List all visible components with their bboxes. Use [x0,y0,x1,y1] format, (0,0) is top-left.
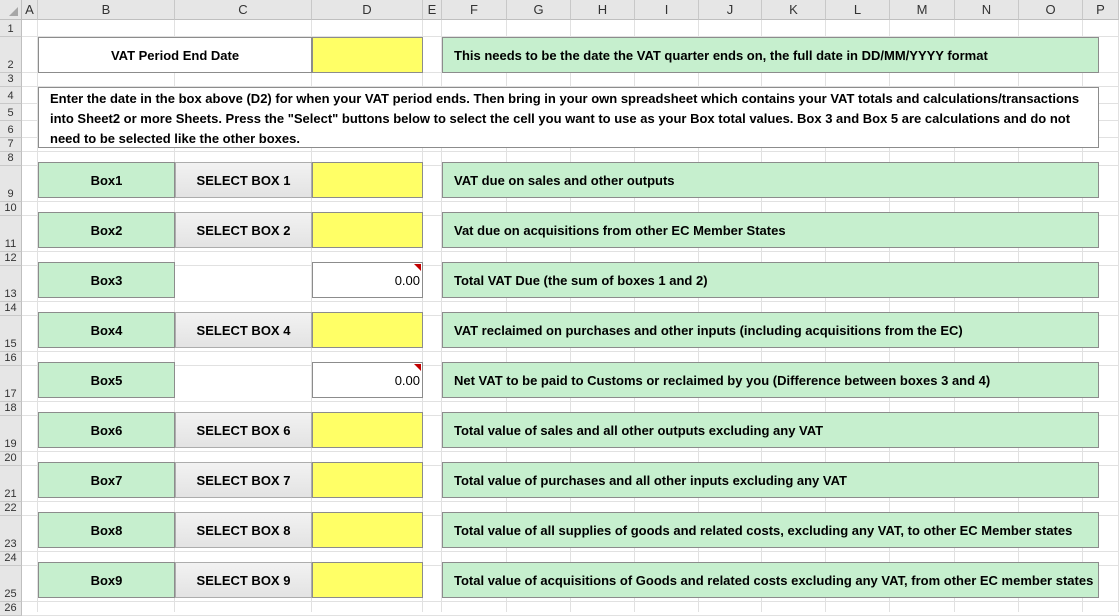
box3-description: Total VAT Due (the sum of boxes 1 and 2) [442,262,1099,298]
column-header-o[interactable]: O [1019,0,1083,20]
box6-value-input[interactable] [312,412,423,448]
box5-label: Box5 [38,362,175,398]
box2-description: Vat due on acquisitions from other EC Member States [442,212,1099,248]
box1-value-input[interactable] [312,162,423,198]
row-header-17[interactable]: 17 [0,366,22,402]
row-header-16[interactable]: 16 [0,352,22,366]
box9-label: Box9 [38,562,175,598]
select-box2-button[interactable]: SELECT BOX 2 [175,212,312,248]
box8-label: Box8 [38,512,175,548]
comment-indicator-icon[interactable] [414,264,421,271]
period-note: This needs to be the date the VAT quarter ends on, the full date in DD/MM/YYYY format [442,37,1099,73]
row-header-26[interactable]: 26 [0,602,22,616]
select-all-corner[interactable] [0,0,22,20]
box6-description: Total value of sales and all other outputs excluding any VAT [442,412,1099,448]
column-header-k[interactable]: K [762,0,826,20]
box9-value-input[interactable] [312,562,423,598]
row-header-1[interactable]: 1 [0,20,22,37]
box6-label: Box6 [38,412,175,448]
box9-description: Total value of acquisitions of Goods and related costs excluding any VAT, from other EC member states [442,562,1099,598]
select-box9-button[interactable]: SELECT BOX 9 [175,562,312,598]
box4-value-input[interactable] [312,312,423,348]
column-header-p[interactable]: P [1083,0,1119,20]
box8-description: Total value of all supplies of goods and related costs, excluding any VAT, to other EC Member states [442,512,1099,548]
row-header-9[interactable]: 9 [0,166,22,202]
row-header-21[interactable]: 21 [0,466,22,502]
box2-label: Box2 [38,212,175,248]
row-header-13[interactable]: 13 [0,266,22,302]
row-header-3[interactable]: 3 [0,73,22,87]
row-header-4[interactable]: 4 [0,87,22,104]
box3-label: Box3 [38,262,175,298]
column-header-c[interactable]: C [175,0,312,20]
row-header-22[interactable]: 22 [0,502,22,516]
row-header-24[interactable]: 24 [0,552,22,566]
period-label: VAT Period End Date [38,37,312,73]
row-header-12[interactable]: 12 [0,252,22,266]
column-header-d[interactable]: D [312,0,423,20]
row-header-20[interactable]: 20 [0,452,22,466]
comment-indicator-icon[interactable] [414,364,421,371]
row-header-19[interactable]: 19 [0,416,22,452]
column-header-e[interactable]: E [423,0,442,20]
row-header-6[interactable]: 6 [0,121,22,138]
column-header-j[interactable]: J [699,0,762,20]
column-header-m[interactable]: M [890,0,955,20]
box7-label: Box7 [38,462,175,498]
row-header-5[interactable]: 5 [0,104,22,121]
row-header-8[interactable]: 8 [0,152,22,166]
row-header-15[interactable]: 15 [0,316,22,352]
instructions-text: Enter the date in the box above (D2) for when your VAT period ends. Then bring in your own spreadsheet which contains your VAT totals and calculations/transactions into Sheet2 or more Sheets. Press the "Select" buttons below to select the cell you want to use as your Box total values. Box 3 and Box 5 are calculations and do not need to be selected like the other boxes. [38,87,1099,148]
box8-value-input[interactable] [312,512,423,548]
column-header-b[interactable]: B [38,0,175,20]
box2-value-input[interactable] [312,212,423,248]
box7-value-input[interactable] [312,462,423,498]
row-header-18[interactable]: 18 [0,402,22,416]
row-header-25[interactable]: 25 [0,566,22,602]
row-header-10[interactable]: 10 [0,202,22,216]
row-header-14[interactable]: 14 [0,302,22,316]
box4-description: VAT reclaimed on purchases and other inputs (including acquisitions from the EC) [442,312,1099,348]
column-header-n[interactable]: N [955,0,1019,20]
column-header-g[interactable]: G [507,0,571,20]
column-header-l[interactable]: L [826,0,890,20]
box5-value: 0.00 [312,362,423,398]
column-header-a[interactable]: A [22,0,38,20]
select-box8-button[interactable]: SELECT BOX 8 [175,512,312,548]
box1-label: Box1 [38,162,175,198]
box1-description: VAT due on sales and other outputs [442,162,1099,198]
row-header-23[interactable]: 23 [0,516,22,552]
row-header-7[interactable]: 7 [0,138,22,152]
column-header-i[interactable]: I [635,0,699,20]
select-box1-button[interactable]: SELECT BOX 1 [175,162,312,198]
box3-value: 0.00 [312,262,423,298]
row-header-11[interactable]: 11 [0,216,22,252]
row-header-2[interactable]: 2 [0,37,22,73]
select-box6-button[interactable]: SELECT BOX 6 [175,412,312,448]
column-header-h[interactable]: H [571,0,635,20]
box4-label: Box4 [38,312,175,348]
select-box7-button[interactable]: SELECT BOX 7 [175,462,312,498]
period-end-date-input[interactable] [312,37,423,73]
box5-description: Net VAT to be paid to Customs or reclaimed by you (Difference between boxes 3 and 4) [442,362,1099,398]
select-box4-button[interactable]: SELECT BOX 4 [175,312,312,348]
box7-description: Total value of purchases and all other inputs excluding any VAT [442,462,1099,498]
column-header-f[interactable]: F [442,0,507,20]
